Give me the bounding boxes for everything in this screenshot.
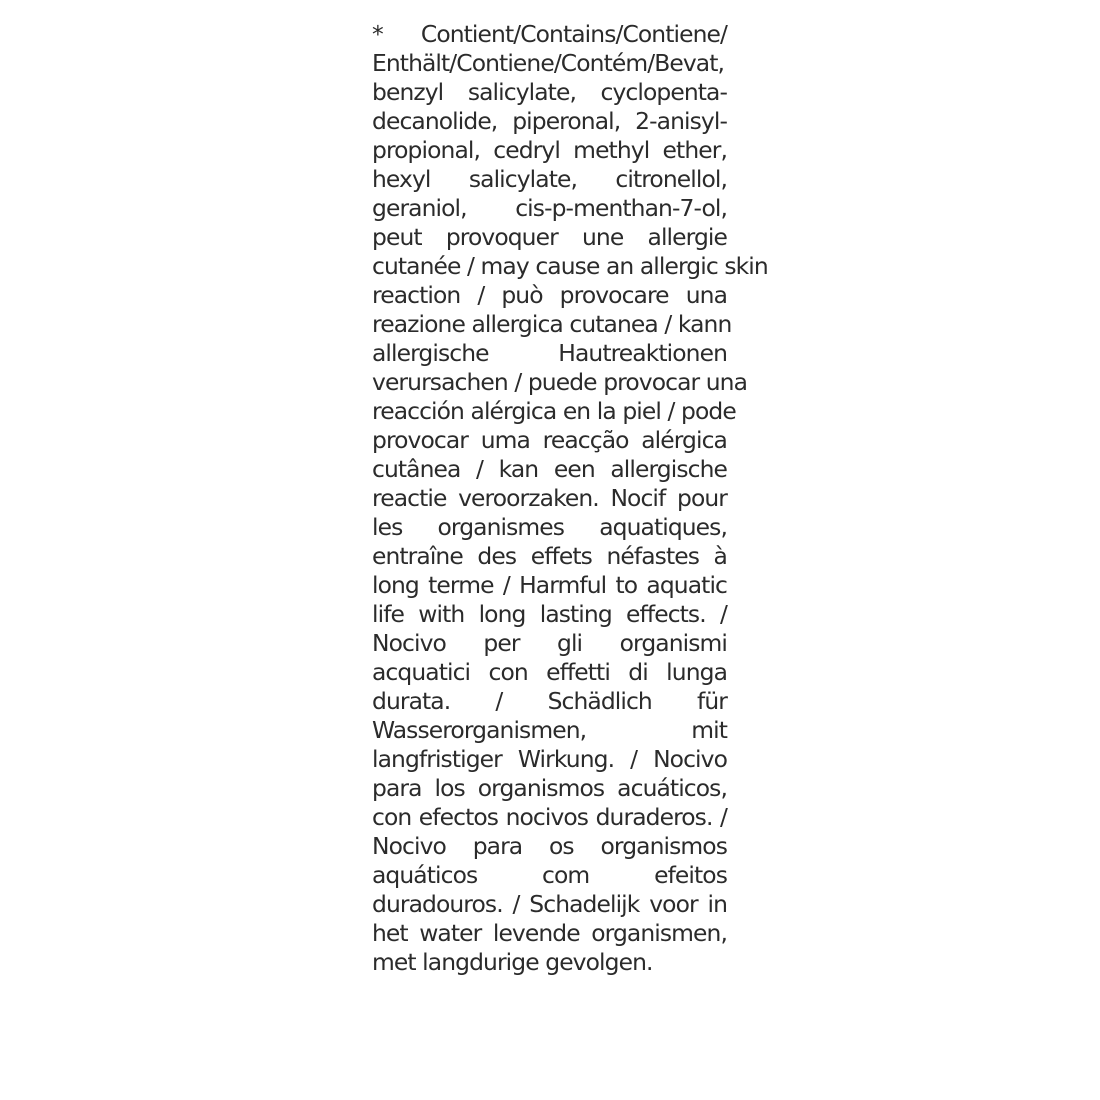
warning-line-21: life with long lasting effects. / (372, 600, 727, 628)
warning-line-30: aquáticos com efeitos (372, 861, 727, 889)
warning-line-33: met langdurige gevolgen. (372, 948, 653, 976)
warning-line-3: benzyl salicylate, cyclopenta- (372, 78, 727, 106)
warning-line-13: verursachen / puede provocar una (372, 368, 748, 396)
warning-line-6: hexyl salicylate, citronellol, (372, 165, 727, 193)
warning-line-12: allergische Hautreaktionen (372, 339, 727, 367)
warning-line-15: provocar uma reacção alérgica (372, 426, 727, 454)
warning-line-20: long terme / Harmful to aquatic (372, 571, 727, 599)
warning-line-22: Nocivo per gli organismi (372, 629, 727, 657)
warning-line-2: Enthält/Contiene/Contém/Bevat, (372, 49, 725, 77)
warning-line-31: duradouros. / Schadelijk voor in (372, 890, 727, 918)
warning-line-32: het water levende organismen, (372, 919, 727, 947)
warning-line-11: reazione allergica cutanea / kann (372, 310, 732, 338)
warning-line-16: cutânea / kan een allergische (372, 455, 727, 483)
warning-line-4: decanolide, piperonal, 2-anisyl- (372, 107, 727, 135)
allergen-warning-text-block (372, 20, 768, 977)
warning-line-29: Nocivo para os organismos (372, 832, 727, 860)
warning-line-25: Wasserorganismen, mit (372, 716, 727, 744)
warning-line-23: acquatici con effetti di lunga (372, 658, 727, 686)
warning-line-7: geraniol, cis-p-menthan-7-ol, (372, 194, 727, 222)
warning-line-9: cutanée / may cause an allergic skin (372, 252, 768, 280)
warning-line-19: entraîne des effets néfastes à (372, 542, 727, 570)
warning-line-26: langfristiger Wirkung. / Nocivo (372, 745, 727, 773)
warning-line-17: reactie veroorzaken. Nocif pour (372, 484, 727, 512)
warning-line-28: con efectos nocivos duraderos. / (372, 803, 727, 831)
warning-line-10: reaction / può provocare una (372, 281, 727, 309)
warning-line-14: reacción alérgica en la piel / pode (372, 397, 736, 425)
warning-line-1: * Contient/Contains/Contiene/ (372, 20, 727, 48)
warning-line-5: propional, cedryl methyl ether, (372, 136, 727, 164)
warning-line-18: les organismes aquatiques, (372, 513, 727, 541)
warning-line-8: peut provoquer une allergie (372, 223, 727, 251)
warning-line-24: durata. / Schädlich für (372, 687, 727, 715)
warning-line-27: para los organismos acuáticos, (372, 774, 727, 802)
